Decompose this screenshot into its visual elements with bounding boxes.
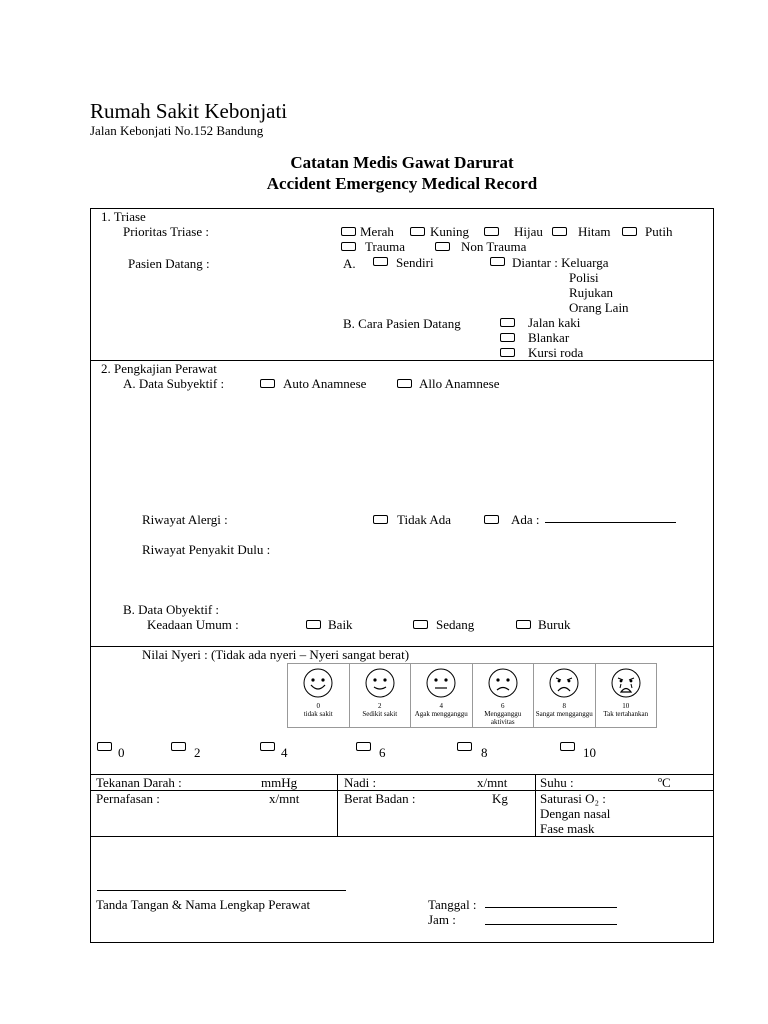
pain-face-4-label: Agak mengganggu <box>414 710 468 718</box>
pain-face-2-label: Sedikit sakit <box>362 710 398 718</box>
checkbox-sedang[interactable] <box>413 620 428 629</box>
face-crying-icon <box>610 667 642 699</box>
form-title-en: Accident Emergency Medical Record <box>266 174 538 193</box>
option-hitam: Hitam <box>578 224 611 239</box>
pain-face-0-label: tidak sakit <box>303 710 333 718</box>
option-hijau: Hijau <box>514 224 543 239</box>
checkbox-allo-anamnese[interactable] <box>397 379 412 388</box>
face-slight-smile-icon <box>364 667 396 699</box>
subjective-label: A. Data Subyektif : <box>123 376 225 391</box>
face-neutral-icon <box>425 667 457 699</box>
time-label: Jam : <box>428 912 456 927</box>
general-condition-label: Keadaan Umum : <box>147 617 239 632</box>
checkbox-baik[interactable] <box>306 620 321 629</box>
pain-face-8-label: Sangat mengganggu <box>535 710 593 718</box>
checkbox-putih[interactable] <box>622 227 637 236</box>
option-allergy-none: Tidak Ada <box>397 512 452 527</box>
pain-score-10: 10 <box>583 745 596 760</box>
pain-face-2 <box>350 664 412 727</box>
checkbox-pain-4[interactable] <box>260 742 275 751</box>
weight-unit: Kg <box>492 791 508 806</box>
arrival-a-marker: A. <box>343 256 356 271</box>
temperature-unit: ºC <box>658 775 671 790</box>
arrival-label: Pasien Datang : <box>128 256 210 271</box>
checkbox-hijau[interactable] <box>484 227 499 236</box>
allergy-label: Riwayat Alergi : <box>142 512 228 527</box>
option-kursi-roda: Kursi roda <box>528 345 584 360</box>
divider-vitals-bottom <box>90 836 714 837</box>
respiration-label: Pernafasan : <box>96 791 160 806</box>
arrival-mode-label: B. Cara Pasien Datang <box>343 316 461 331</box>
option-jalan-kaki: Jalan kaki <box>528 315 581 330</box>
form-title-id: Catatan Medis Gawat Darurat <box>290 153 514 172</box>
allergy-detail-line[interactable] <box>545 522 676 523</box>
pain-face-8-number: 8 <box>562 702 566 710</box>
pain-face-10 <box>596 664 657 727</box>
option-non-trauma: Non Trauma <box>461 239 527 254</box>
blood-pressure-label: Tekanan Darah : <box>96 775 182 790</box>
checkbox-kursi-roda[interactable] <box>500 348 515 357</box>
face-frown-icon <box>487 667 519 699</box>
checkbox-sendiri[interactable] <box>373 257 388 266</box>
pulse-label: Nadi : <box>344 775 377 790</box>
oxygen-mask-option: Fase mask <box>540 821 595 836</box>
option-trauma: Trauma <box>365 239 405 254</box>
temperature-label: Suhu : <box>540 775 574 790</box>
checkbox-pain-0[interactable] <box>97 742 112 751</box>
divider-vitals-top <box>90 774 714 775</box>
pain-face-0-number: 0 <box>316 702 320 710</box>
hospital-name: Rumah Sakit Kebonjati <box>90 99 288 123</box>
date-line[interactable] <box>485 907 617 908</box>
checkbox-blankar[interactable] <box>500 333 515 342</box>
objective-label: B. Data Obyektif : <box>123 602 220 617</box>
option-sendiri: Sendiri <box>396 255 434 270</box>
time-line[interactable] <box>485 924 617 925</box>
pain-face-6-label: Mengganggu aktivitas <box>484 710 522 726</box>
pain-score-0: 0 <box>118 745 125 760</box>
hospital-address: Jalan Kebonjati No.152 Bandung <box>90 123 264 138</box>
vitals-col-divider-2 <box>535 774 536 836</box>
respiration-unit: x/mnt <box>269 791 300 806</box>
date-label: Tanggal : <box>428 897 477 912</box>
pain-face-2-number: 2 <box>378 702 382 710</box>
pain-score-4: 4 <box>281 745 288 760</box>
checkbox-buruk[interactable] <box>516 620 531 629</box>
checkbox-hitam[interactable] <box>552 227 567 236</box>
checkbox-trauma[interactable] <box>341 242 356 251</box>
pain-face-4 <box>411 664 473 727</box>
section2-heading: 2. Pengkajian Perawat <box>101 361 217 376</box>
medical-history-label: Riwayat Penyakit Dulu : <box>142 542 271 557</box>
option-blankar: Blankar <box>528 330 570 345</box>
pain-face-6 <box>473 664 535 727</box>
option-merah: Merah <box>360 224 394 239</box>
checkbox-non-trauma[interactable] <box>435 242 450 251</box>
vitals-col-divider-1 <box>337 774 338 836</box>
signature-line[interactable] <box>97 890 346 891</box>
option-putih: Putih <box>645 224 673 239</box>
pain-score-8: 8 <box>481 745 488 760</box>
checkbox-merah[interactable] <box>341 227 356 236</box>
checkbox-diantar[interactable] <box>490 257 505 266</box>
option-kuning: Kuning <box>430 224 469 239</box>
option-buruk: Buruk <box>538 617 571 632</box>
face-sad-icon <box>548 667 580 699</box>
oxygen-saturation-label: Saturasi O₂ : <box>540 791 606 806</box>
option-baik: Baik <box>328 617 353 632</box>
pain-score-6: 6 <box>379 745 386 760</box>
checkbox-allergy-none[interactable] <box>373 515 388 524</box>
pain-face-0 <box>288 664 350 727</box>
checkbox-pain-2[interactable] <box>171 742 186 751</box>
face-smile-icon <box>302 667 334 699</box>
checkbox-kuning[interactable] <box>410 227 425 236</box>
checkbox-pain-8[interactable] <box>457 742 472 751</box>
checkbox-allergy-yes[interactable] <box>484 515 499 524</box>
priority-label: Prioritas Triase : <box>123 224 209 239</box>
pain-face-6-number: 6 <box>501 702 505 710</box>
checkbox-pain-6[interactable] <box>356 742 371 751</box>
option-polisi: Polisi <box>569 270 599 285</box>
blood-pressure-unit: mmHg <box>261 775 298 790</box>
pain-faces-scale <box>287 663 657 728</box>
option-sedang: Sedang <box>436 617 475 632</box>
option-rujukan: Rujukan <box>569 285 614 300</box>
oxygen-nasal-option: Dengan nasal <box>540 806 611 821</box>
option-allo-anamnese: Allo Anamnese <box>419 376 500 391</box>
section1-heading: 1. Triase <box>101 209 146 224</box>
pain-face-10-number: 10 <box>622 702 630 710</box>
checkbox-auto-anamnese[interactable] <box>260 379 275 388</box>
pain-score-2: 2 <box>194 745 201 760</box>
weight-label: Berat Badan : <box>344 791 416 806</box>
pain-face-4-number: 4 <box>439 702 443 710</box>
signature-label: Tanda Tangan & Nama Lengkap Perawat <box>96 897 311 912</box>
pain-scale-title: Nilai Nyeri : (Tidak ada nyeri – Nyeri sangat berat) <box>142 647 410 662</box>
checkbox-jalan-kaki[interactable] <box>500 318 515 327</box>
option-auto-anamnese: Auto Anamnese <box>283 376 367 391</box>
pain-face-8 <box>534 664 596 727</box>
option-diantar-keluarga: Diantar : Keluarga <box>512 255 609 270</box>
option-orang-lain: Orang Lain <box>569 300 629 315</box>
option-allergy-yes: Ada : <box>511 512 540 527</box>
checkbox-pain-10[interactable] <box>560 742 575 751</box>
pulse-unit: x/mnt <box>477 775 508 790</box>
pain-face-10-label: Tak tertahankan <box>603 710 649 718</box>
